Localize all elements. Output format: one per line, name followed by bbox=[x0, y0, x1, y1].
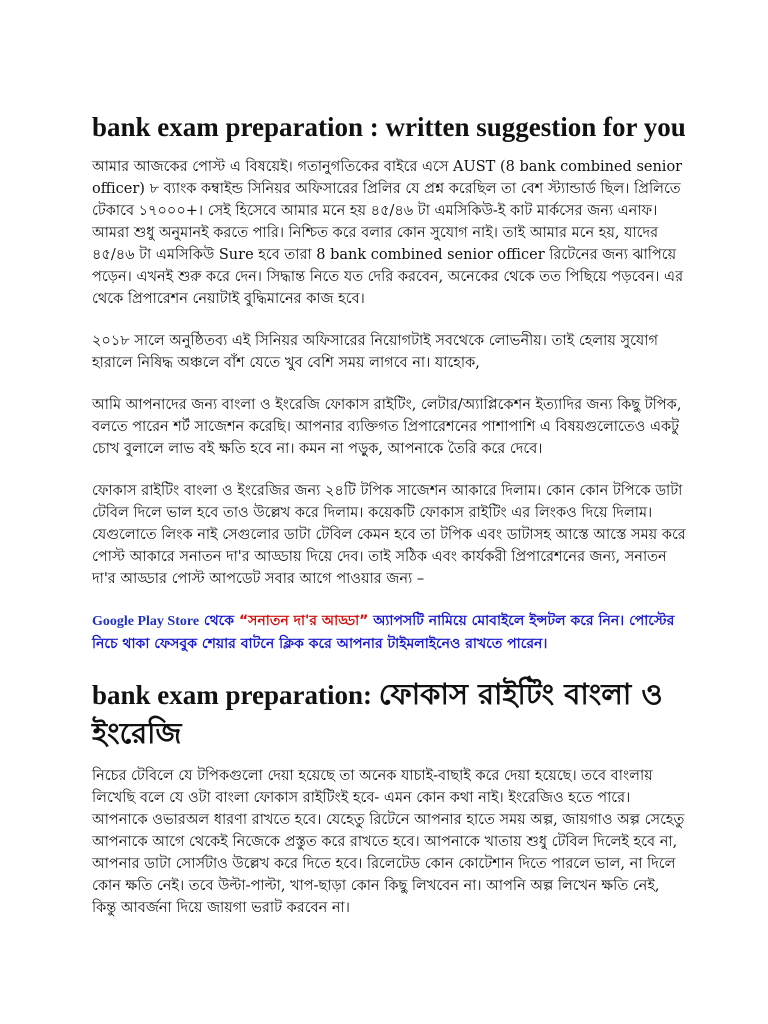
paragraph-2018: ২০১৮ সালে অনুষ্ঠিতব্য এই সিনিয়র অফিসারের নিয়োগটাই সবথেকে লোভনীয়। তাই হেলায় সুযোগ হারালে নিষিদ্ধ অঞ্চলে বাঁশ যেতে খুব বেশি সময় লাগবে না। যাহোক, bbox=[92, 333, 658, 371]
section-heading-en: bank exam preparation: bbox=[92, 680, 379, 710]
section-heading-bn: ফোকাস রাইটিং বাংলা ও ইংরেজি bbox=[92, 677, 663, 750]
paragraph-focus-writing: ফোকাস রাইটিং বাংলা ও ইংরেজির জন্য ২৪টি টপিক সাজেশন আকারে দিলাম। কোন কোন টপিকে ডাটা টেবিল দিলে ভাল হবে তাও উল্লেখ করে দিলাম। কয়েকটি ফোকাস রাইটিং এর লিংকও দিয়ে দিলাম। যেগুলোতে লিংক নাই সেগুলোর ডাটা টেবিল কেমন হবে তা টপিক এবং ডাটাসহ আস্তে আস্তে সময় করে পোস্ট আকারে সনাতন দা'র আড্ডায় দিয়ে দেব। তাই সঠিক এবং কার্যকরী প্রিপারেশনের জন্য, সনাতন দা'র আড্ডার পোস্ট আপডেট সবার আগে পাওয়ার জন্য – bbox=[92, 483, 686, 587]
notice-after-app: অ্যাপসটি নামিয়ে মোবাইলে ইন্সটল করে নিন। পোস্টের নিচে থাকা ফেসবুক শেয়ার বাটনে ক্লিক করে আপনার টাইমলাইনেও রাখতে পারেন। bbox=[92, 613, 675, 652]
app-install-notice bbox=[92, 610, 688, 655]
paragraph-intro: আমার আজকের পোস্ট এ বিষয়েই। গতানুগতিকের বাইরে এসে AUST (8 bank combined senior officer) ৮ ব্যাংক কম্বাইন্ড সিনিয়র অফিসারের প্রিলির যে প্রশ্ন করেছিল তা বেশ স্ট্যান্ডার্ড ছিল। প্রিলিতে টেকাবে ১৭০০০+। সেই হিসেবে আমার মনে হয় ৪৫/৪৬ টা এমসিকিউ-ই কাট মার্কসের জন্য এনাফ। আমরা শুধু অনুমানই করতে পারি। নিশ্চিত করে বলার কোন সুযোগ নাই। তাই আমার মনে হয়, যাদের ৪৫/৪৬ টা এমসিকিউ Sure হবে তারা 8 bank combined senior officer রিটেনের জন্য ঝাপিয়ে পড়েন। এখনই শুরু করে দেন। সিদ্ধান্ত নিতে যত দেরি করবেন, অনেকের থেকে তত পিছিয়ে পড়বেন। এর থেকে প্রিপারেশন নেয়াটাই বুদ্ধিমানের কাজ হবে। bbox=[92, 159, 684, 307]
section-heading bbox=[92, 675, 688, 753]
play-store-label: Google Play Store bbox=[92, 614, 200, 629]
paragraph-table-note: নিচের টেবিলে যে টপিকগুলো দেয়া হয়েছে তা অনেক যাচাই-বাছাই করে দেয়া হয়েছে। তবে বাংলায় লিখেছি বলে যে ওটা বাংলা ফোকাস রাইটিংই হবে- এমন কোন কথা নাই। ইংরেজিও হতে পারে। আপনাকে ওভারঅল ধারণা রাখতে হবে। যেহেতু রিটেনে আপনার হাতে সময় অল্প, জায়গাও অল্প সেহেতু আপনাকে আগে থেকেই নিজেকে প্রস্তুত করে রাখতে হবে। আপনাকে খাতায় শুধু টেবিল দিলেই হবে না, আপনার ডাটা সোর্সটাও উল্লেখ করে দিতে হবে। রিলেটেড কোন কোটেশান দিতে পারলে ভাল, না দিলে কোন ক্ষতি নেই। তবে উল্টা-পাল্টা, খাপ-ছাড়া কোন কিছু লিখবেন না। আপনি অল্প লিখেন ক্ষতি নেই, কিন্তু আবর্জনা দিয়ে জায়গা ভরাট করবেন না। bbox=[92, 768, 685, 916]
article-title: bank exam preparation : written suggestion for you bbox=[92, 112, 686, 142]
notice-before-app: থেকে bbox=[199, 613, 239, 629]
app-name: “সনাতন দা'র আড্ডা” bbox=[238, 613, 369, 629]
paragraph-topics: আমি আপনাদের জন্য বাংলা ও ইংরেজি ফোকাস রাইটিং, লেটার/অ্যাপ্লিকেশন ইত্যাদির জন্য কিছু টপিক, বলতে পারেন শর্ট সাজেশন করেছি। আপনার ব্যক্তিগত প্রিপারেশনের পাশাপাশি এ বিষয়গুলোতেও একটু চোখ বুলালে লাভ বই ক্ষতি হবে না। কমন না পড়ুক, আপনাকে তৈরি করে দেবে। bbox=[92, 397, 682, 457]
